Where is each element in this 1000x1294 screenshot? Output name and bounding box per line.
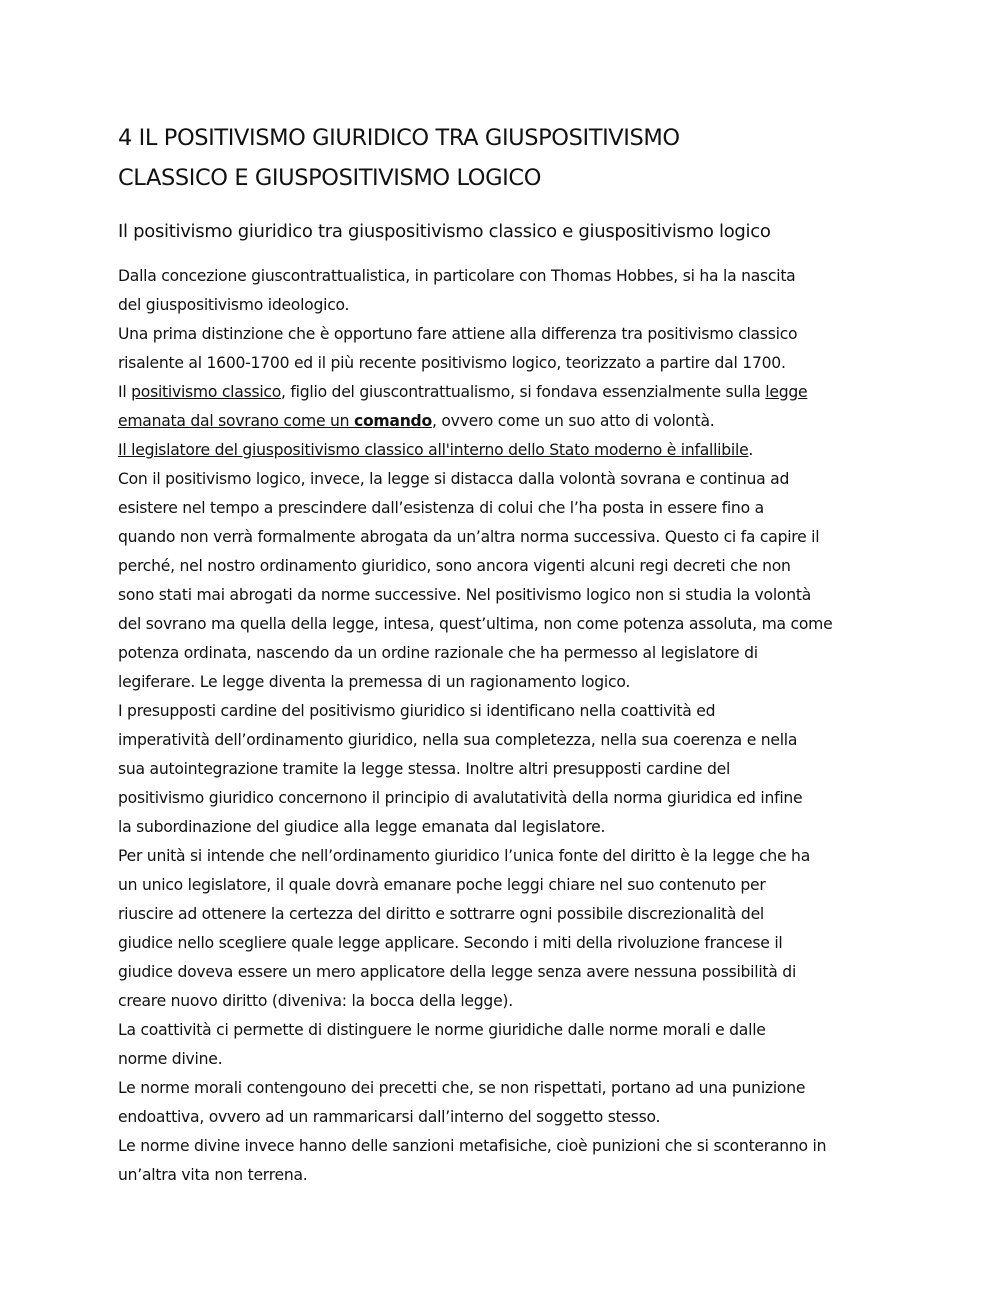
text-line: esistere nel tempo a prescindere dall’esistenza di colui che l’ha posta in essere fino a [118, 499, 764, 517]
text-run: . [748, 441, 754, 459]
text-line: giudice nello scegliere quale legge applicare. Secondo i miti della rivoluzione francese il [118, 934, 783, 952]
text-line: Per unità si intende che nell’ordinamento giuridico l’unica fonte del diritto è la legge che ha [118, 847, 810, 865]
text-line: quando non verrà formalmente abrogata da un’altra norma successiva. Questo ci fa capire il [118, 528, 820, 546]
underlined-sentence: Il legislatore del giuspositivismo classico all'interno dello Stato moderno è infallibile [118, 441, 749, 459]
text-line: I presupposti cardine del positivismo giuridico si identificano nella coattività ed [118, 702, 716, 720]
text-line [118, 378, 888, 407]
text-line: un’altra vita non terrena. [118, 1166, 308, 1184]
document-subtitle: Il positivismo giuridico tra giuspositivismo classico e giuspositivismo logico [118, 221, 771, 242]
title-line: CLASSICO E GIUSPOSITIVISMO LOGICO [118, 165, 542, 191]
text-line [118, 407, 888, 436]
text-line: Una prima distinzione che è opportuno fare attiene alla differenza tra positivismo classico [118, 325, 798, 343]
text-line: risalente al 1600-1700 ed il più recente positivismo logico, teorizzato a partire dal 1700. [118, 354, 786, 372]
underlined-term: emanata dal sovrano come un [118, 412, 354, 430]
text-line: legiferare. Le legge diventa la premessa di un ragionamento logico. [118, 673, 631, 691]
text-line: creare nuovo diritto (diveniva: la bocca della legge). [118, 992, 513, 1010]
underlined-term: positivismo classico [131, 383, 282, 401]
text-run: , ovvero come un suo atto di volontà. [431, 412, 715, 430]
text-line: Con il positivismo logico, invece, la legge si distacca dalla volontà sovrana e continua ad [118, 470, 790, 488]
text-line: giudice doveva essere un mero applicatore della legge senza avere nessuna possibilità di [118, 963, 797, 981]
text-line: del sovrano ma quella della legge, intesa, quest’ultima, non come potenza assoluta, ma come [118, 615, 833, 633]
text-line: sua autointegrazione tramite la legge stessa. Inoltre altri presupposti cardine del [118, 760, 731, 778]
document-title [118, 118, 888, 198]
title-line: 4 IL POSITIVISMO GIURIDICO TRA GIUSPOSITIVISMO [118, 125, 680, 151]
document-page [118, 118, 888, 1190]
text-line: imperatività dell’ordinamento giuridico, nella sua completezza, nella sua coerenza e nella [118, 731, 798, 749]
text-line: la subordinazione del giudice alla legge emanata dal legislatore. [118, 818, 606, 836]
text-line: sono stati mai abrogati da norme successive. Nel positivismo logico non si studia la volontà [118, 586, 811, 604]
bold-underlined-term: comando [353, 412, 432, 430]
underlined-term: legge [765, 383, 808, 401]
text-line: potenza ordinata, nascendo da un ordine razionale che ha permesso al legislatore di [118, 644, 758, 662]
document-body [118, 262, 888, 1190]
text-line: riuscire ad ottenere la certezza del diritto e sottrarre ogni possibile discrezionalità del [118, 905, 765, 923]
text-line [118, 436, 888, 465]
text-line: endoattiva, ovvero ad un rammaricarsi dall’interno del soggetto stesso. [118, 1108, 661, 1126]
text-line: positivismo giuridico concernono il principio di avalutatività della norma giuridica ed infine [118, 789, 803, 807]
text-run: , figlio del giuscontrattualismo, si fondava essenzialmente sulla [281, 383, 766, 401]
text-line: La coattività ci permette di distinguere le norme giuridiche dalle norme morali e dalle [118, 1021, 766, 1039]
text-line: Dalla concezione giuscontrattualistica, in particolare con Thomas Hobbes, si ha la nascita [118, 267, 796, 285]
text-line: perché, nel nostro ordinamento giuridico, sono ancora vigenti alcuni regi decreti che non [118, 557, 791, 575]
text-line: Le norme morali contengouno dei precetti che, se non rispettati, portano ad una punizione [118, 1079, 806, 1097]
text-line: norme divine. [118, 1050, 223, 1068]
text-line: un unico legislatore, il quale dovrà emanare poche leggi chiare nel suo contenuto per [118, 876, 766, 894]
text-run: Il [118, 383, 132, 401]
text-line: Le norme divine invece hanno delle sanzioni metafisiche, cioè punizioni che si sconteranno in [118, 1137, 827, 1155]
text-line: del giuspositivismo ideologico. [118, 296, 350, 314]
